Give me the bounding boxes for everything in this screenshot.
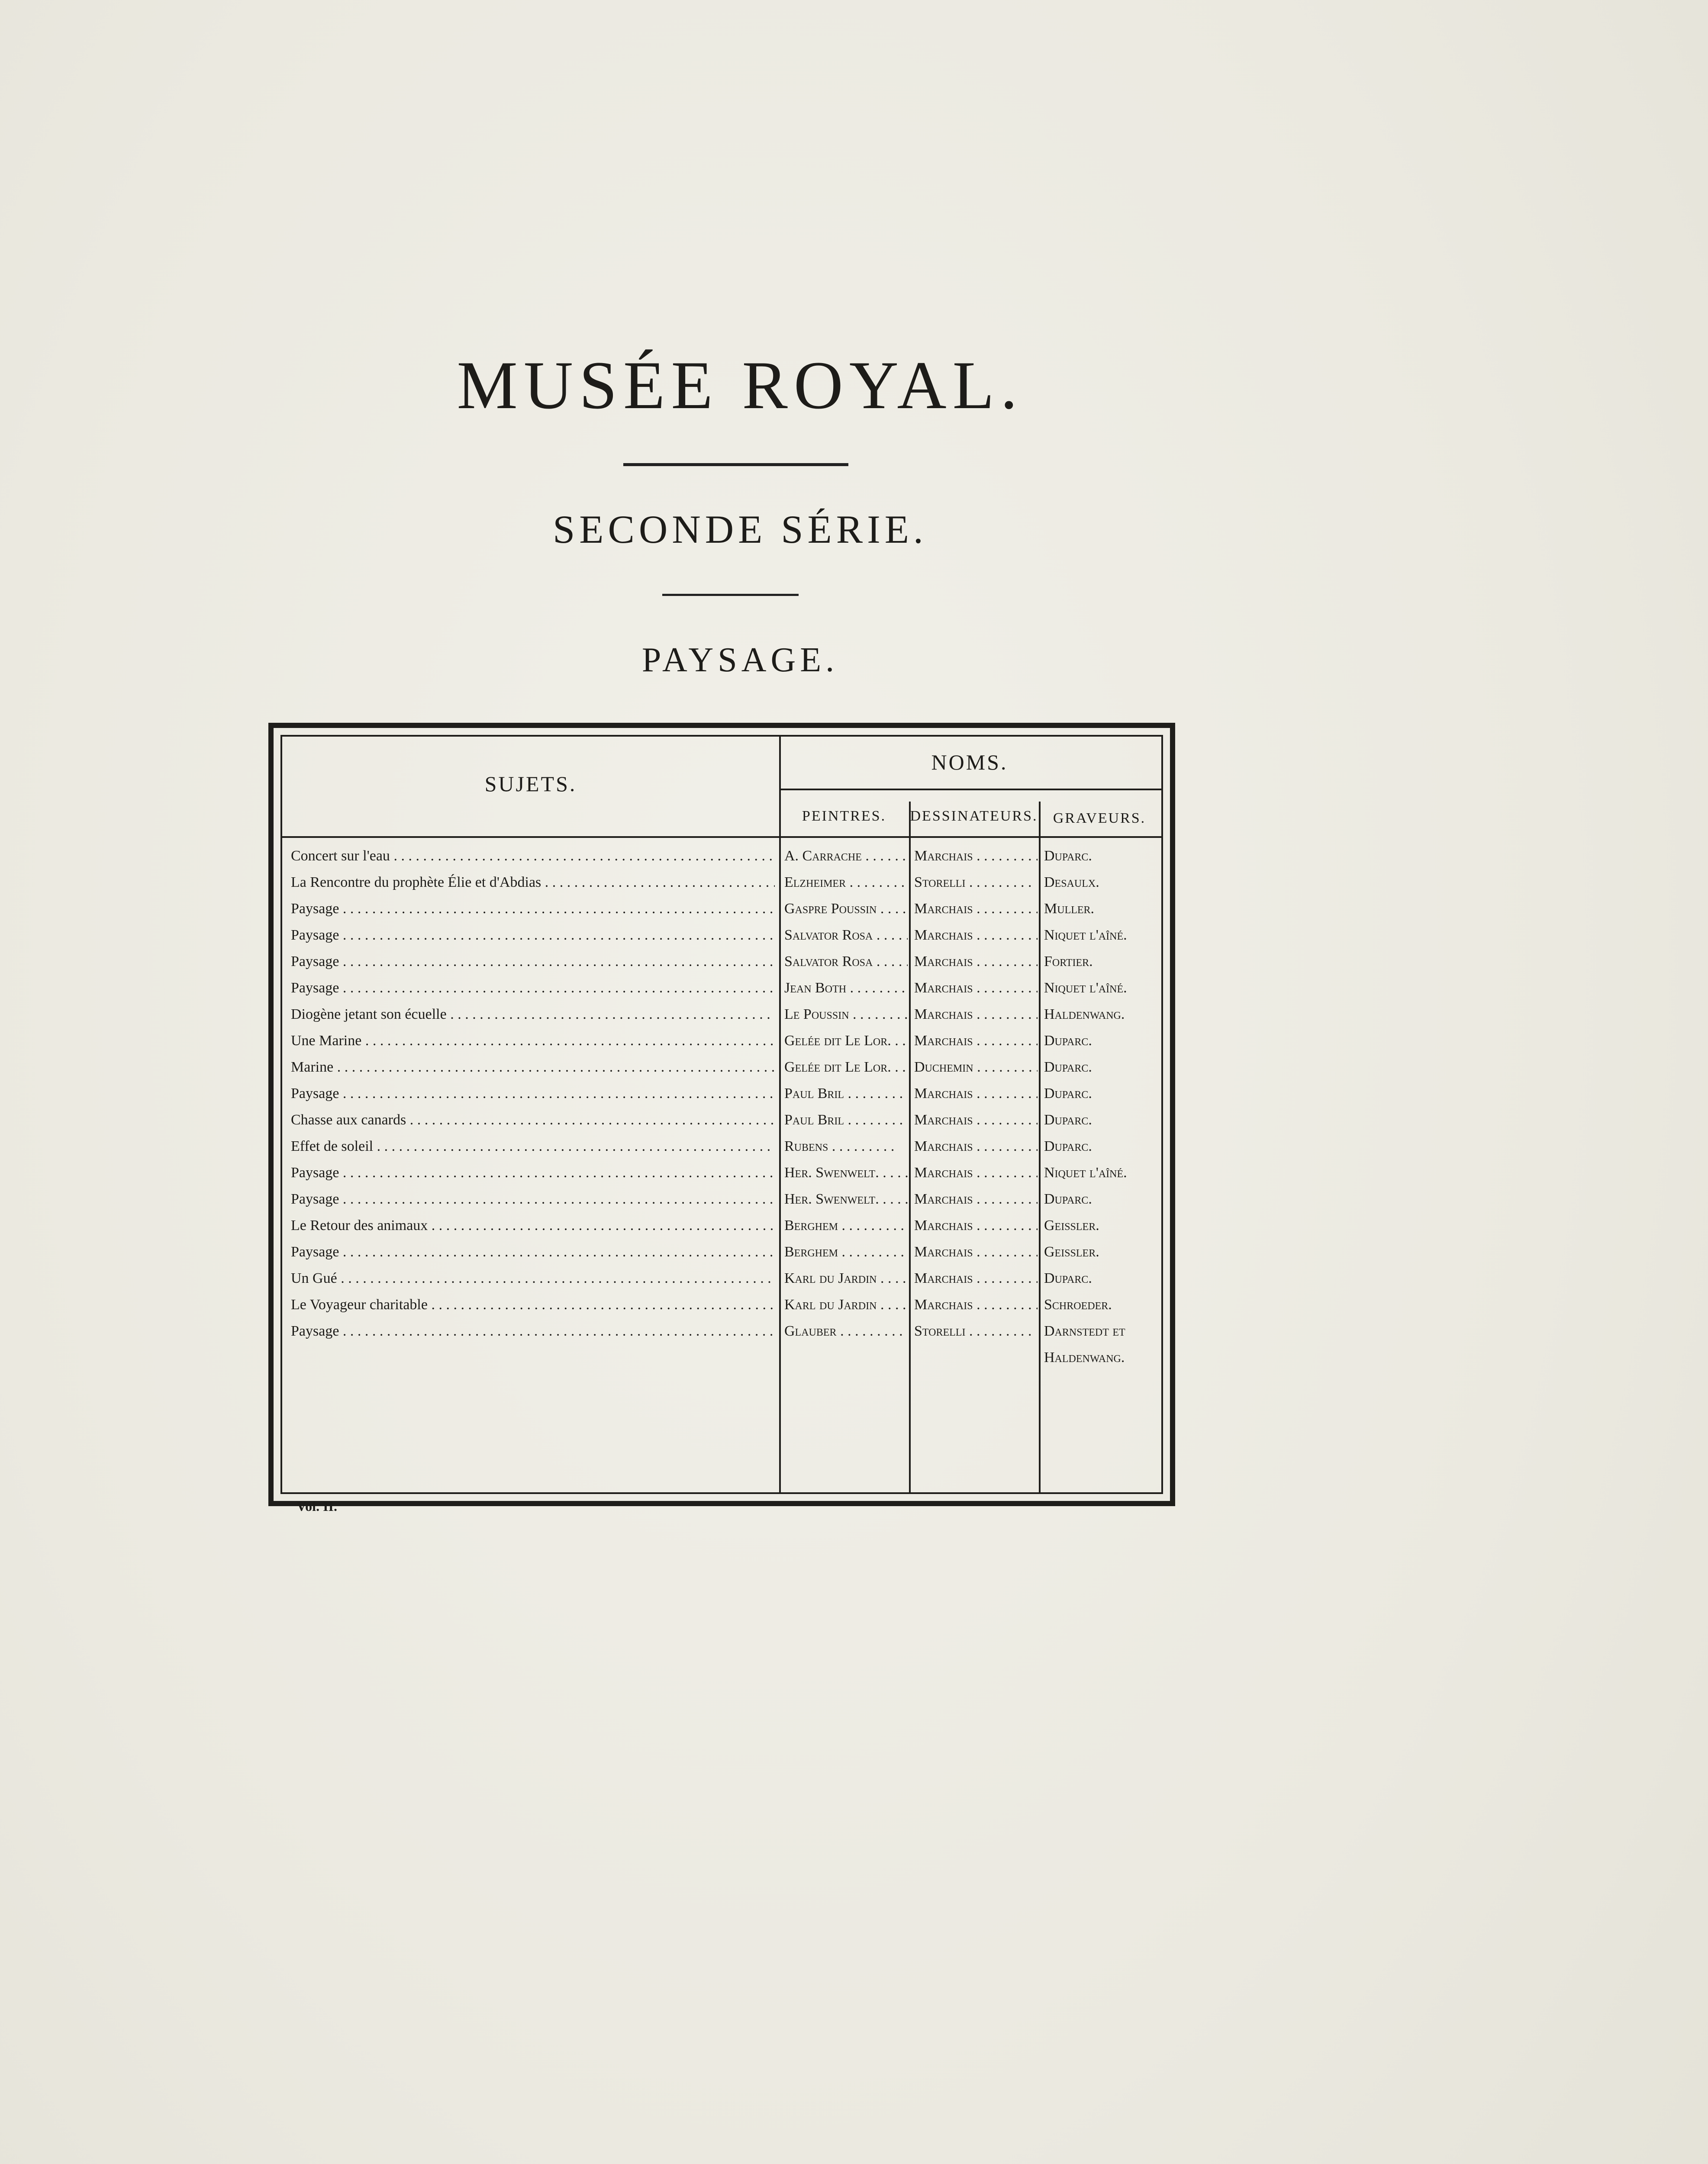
cell-graveur: Darnstedt et	[1044, 1323, 1125, 1339]
cell-dessinateur: Marchais . . .	[914, 948, 1038, 975]
cell-graveur: Schroeder.	[1044, 1297, 1112, 1313]
cell-graveur: Haldenwang.	[1044, 1349, 1125, 1365]
cell-peintre: Jean Both . . .	[784, 975, 908, 1001]
cell-peintre: Her. Swenwelt. . . .	[784, 1186, 908, 1212]
cell-dessinateur: Marchais . . .	[914, 1159, 1038, 1186]
cell-graveur: Duparc.	[1044, 1270, 1092, 1286]
cell-sujet: Chasse aux canards . . .	[291, 1107, 775, 1133]
cell-peintre: A. Carrache . . .	[784, 843, 908, 869]
cell-sujet: Marine . . .	[291, 1054, 775, 1080]
cell-peintre: Karl du Jardin . . .	[784, 1265, 908, 1291]
cell-graveur: Muller.	[1044, 901, 1095, 917]
cell-graveur: Desaulx.	[1044, 874, 1099, 890]
table-row	[282, 843, 1161, 869]
table-row	[282, 895, 1161, 922]
cell-graveur: Duparc.	[1044, 1138, 1092, 1154]
table-row	[282, 1186, 1161, 1212]
cell-dessinateur: Marchais . . .	[914, 1265, 1038, 1291]
cell-peintre: Glauber . . .	[784, 1318, 908, 1344]
noms-brace-line	[779, 789, 1161, 790]
header-dessinateurs: DESSINATEURS.	[910, 808, 1038, 824]
cell-graveur: Duparc.	[1044, 1112, 1092, 1128]
cell-sujet: Paysage . . .	[291, 948, 775, 975]
cell-peintre: Berghem . . .	[784, 1239, 908, 1265]
cell-dessinateur: Marchais . . .	[914, 1001, 1038, 1027]
cell-sujet: Paysage . . .	[291, 1080, 775, 1107]
cell-peintre: Gelée dit Le Lor. . . .	[784, 1027, 908, 1054]
table-row	[282, 1054, 1161, 1080]
cell-dessinateur: Marchais . . .	[914, 1133, 1038, 1159]
cell-dessinateur: Marchais . . .	[914, 1027, 1038, 1054]
cell-peintre: Le Poussin . . .	[784, 1001, 908, 1027]
cell-sujet: Paysage . . .	[291, 1318, 775, 1344]
cell-peintre: Her. Swenwelt. . . .	[784, 1159, 908, 1186]
cell-graveur: Duparc.	[1044, 1033, 1092, 1049]
header-rule	[282, 836, 1161, 838]
volume-label: Vol. II.	[296, 1498, 337, 1514]
cell-graveur: Niquet l'aîné.	[1044, 927, 1127, 943]
table-row	[282, 1291, 1161, 1318]
cell-sujet: Le Voyageur charitable . . .	[291, 1291, 775, 1318]
cell-sujet: Paysage . . .	[291, 1159, 775, 1186]
cell-dessinateur: Marchais . . .	[914, 922, 1038, 948]
cell-sujet: Concert sur l'eau . . .	[291, 843, 775, 869]
cell-graveur: Fortier.	[1044, 953, 1093, 969]
section-title: PAYSAGE.	[641, 641, 839, 679]
cell-peintre: Elzheimer . . .	[784, 869, 908, 895]
table-row	[282, 1344, 1161, 1371]
cell-peintre: Gelée dit Le Lor. . . .	[784, 1054, 908, 1080]
table-row	[282, 869, 1161, 895]
table-row	[282, 948, 1161, 975]
page-subtitle: SECONDE SÉRIE.	[553, 507, 928, 551]
cell-dessinateur: Marchais . . .	[914, 1107, 1038, 1133]
table-row	[282, 1107, 1161, 1133]
table-row	[282, 1027, 1161, 1054]
cell-sujet: Une Marine . . .	[291, 1027, 775, 1054]
cell-dessinateur: Marchais . . .	[914, 1186, 1038, 1212]
cell-graveur: Geissler.	[1044, 1217, 1099, 1233]
table-row	[282, 1080, 1161, 1107]
cell-peintre: Paul Bril . . .	[784, 1080, 908, 1107]
cell-sujet: Paysage . . .	[291, 1239, 775, 1265]
cell-dessinateur: Marchais . . .	[914, 843, 1038, 869]
table-row	[282, 1159, 1161, 1186]
cell-graveur: Duparc.	[1044, 1085, 1092, 1101]
cell-dessinateur: Marchais . . .	[914, 1291, 1038, 1318]
cell-sujet: Paysage . . .	[291, 975, 775, 1001]
cell-dessinateur: Marchais . . .	[914, 1239, 1038, 1265]
cell-dessinateur: Marchais . . .	[914, 975, 1038, 1001]
table-row	[282, 975, 1161, 1001]
cell-graveur: Niquet l'aîné.	[1044, 1165, 1127, 1181]
title-rule	[623, 463, 848, 466]
cell-graveur: Duparc.	[1044, 848, 1092, 864]
cell-peintre: Paul Bril . . .	[784, 1107, 908, 1133]
header-peintres: PEINTRES.	[802, 808, 886, 824]
table-row	[282, 1133, 1161, 1159]
subtitle-rule	[662, 594, 799, 596]
cell-sujet: Paysage . . .	[291, 895, 775, 922]
cell-peintre: Salvator Rosa . . .	[784, 922, 908, 948]
cell-dessinateur: Duchemin . . .	[914, 1054, 1038, 1080]
cell-sujet: Effet de soleil . . .	[291, 1133, 775, 1159]
table-row	[282, 1265, 1161, 1291]
cell-dessinateur: Storelli . . .	[914, 1318, 1038, 1344]
cell-dessinateur: Marchais . . .	[914, 1080, 1038, 1107]
table-row	[282, 1239, 1161, 1265]
cell-dessinateur: Marchais . . .	[914, 1212, 1038, 1239]
cell-sujet: Paysage . . .	[291, 1186, 775, 1212]
cell-dessinateur: Marchais . . .	[914, 895, 1038, 922]
catalog-table	[268, 723, 1175, 1506]
cell-sujet: La Rencontre du prophète Élie et d'Abdias . . .	[291, 869, 775, 895]
cell-peintre: Salvator Rosa . . .	[784, 948, 908, 975]
cell-graveur: Geissler.	[1044, 1244, 1099, 1260]
table-row	[282, 1001, 1161, 1027]
table-row	[282, 1318, 1161, 1344]
header-graveurs: GRAVEURS.	[1053, 810, 1146, 826]
cell-graveur: Duparc.	[1044, 1059, 1092, 1075]
table-row	[282, 922, 1161, 948]
cell-graveur: Niquet l'aîné.	[1044, 980, 1127, 996]
header-noms: NOMS.	[931, 750, 1008, 774]
cell-dessinateur: Storelli . . .	[914, 869, 1038, 895]
header-sujets: SUJETS.	[484, 772, 577, 796]
cell-peintre: Gaspre Poussin . . .	[784, 895, 908, 922]
catalog-table-inner	[280, 735, 1163, 1494]
cell-peintre: Rubens . . .	[784, 1133, 908, 1159]
page-title: MUSÉE ROYAL.	[457, 348, 1024, 423]
cell-graveur: Haldenwang.	[1044, 1006, 1125, 1022]
cell-peintre: Karl du Jardin . . .	[784, 1291, 908, 1318]
cell-sujet: Un Gué . . .	[291, 1265, 775, 1291]
cell-sujet: Diogène jetant son écuelle . . .	[291, 1001, 775, 1027]
cell-sujet: Paysage . . .	[291, 922, 775, 948]
cell-sujet: Le Retour des animaux . . .	[291, 1212, 775, 1239]
cell-peintre: Berghem . . .	[784, 1212, 908, 1239]
table-row	[282, 1212, 1161, 1239]
cell-graveur: Duparc.	[1044, 1191, 1092, 1207]
